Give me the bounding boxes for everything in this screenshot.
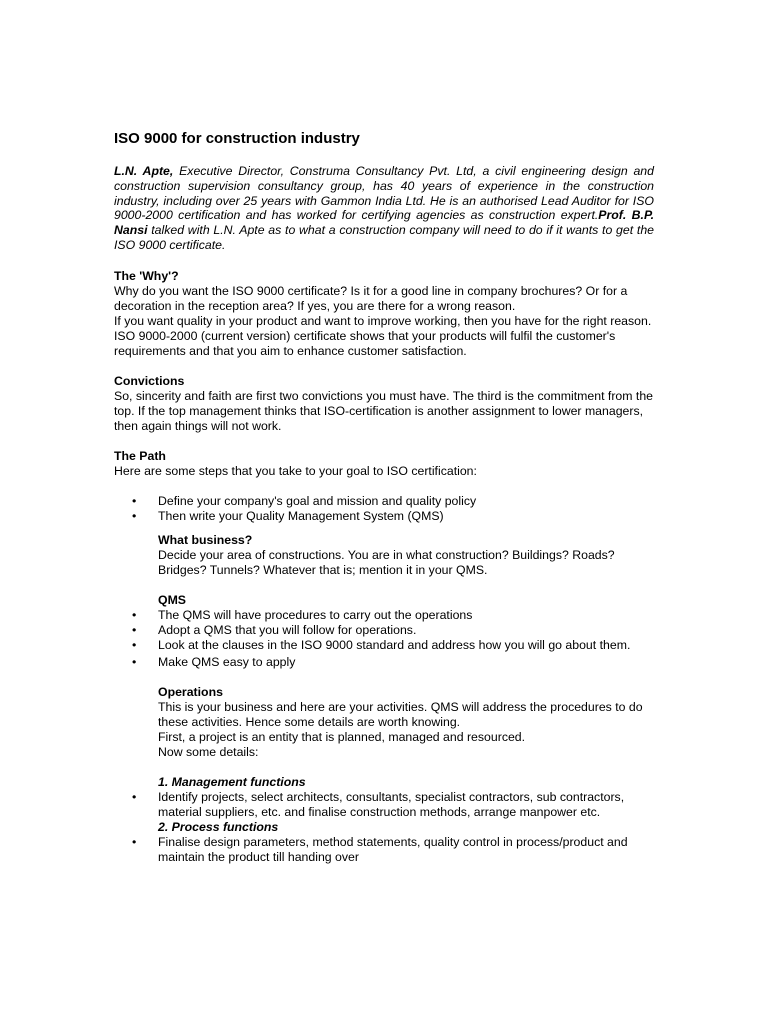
process-list [114,835,654,865]
section-title-convictions: Convictions [114,373,185,388]
business-title: What business? [158,532,253,547]
why-paragraph-1: Why do you want the ISO 9000 certificate? Is it for a good line in company brochures? Or for a decoration in the reception area? If yes, you are there for a wrong reason. [114,283,628,313]
qms-title: QMS [158,592,187,607]
document-page [114,130,654,865]
management-list [114,790,654,820]
section-body-convictions [114,389,654,434]
management-functions-title: 1. Management functions [158,774,306,789]
list-item: • Make QMS easy to apply [114,655,654,670]
operations-paragraph-2: First, a project is an entity that is planned, managed and resourced. [158,729,526,744]
operations-title: Operations [158,684,223,699]
interviewer-name: Prof. B.P. Nansi [114,208,655,238]
intro-text-2: talked with L.N. Apte as to what a construction company will need to do if it wants to get the ISO 9000 certificate. [114,223,654,252]
list-item: • Identify projects, select architects, consultants, specialist contractors, sub contractors, material suppliers, etc. and finalise construction methods, arrange manpower etc. [114,790,654,820]
operations-paragraph-1: This is your business and here are your activities. QMS will address the procedures to do these activities. Hence some details are worth knowing. [158,699,643,729]
author-name: L.N. Apte, [114,164,174,178]
section-body-why [114,284,654,359]
section-title-why: The 'Why'? [114,268,179,283]
operations-paragraph-3: Now some details: [158,744,259,759]
list-item: • Adopt a QMS that you will follow for operations. [114,623,654,638]
qms-list [114,608,654,670]
list-item: • The QMS will have procedures to carry out the operations [114,608,654,623]
document-title: ISO 9000 for construction industry [114,130,360,147]
why-paragraph-2: If you want quality in your product and want to improve working, then you have for the right reason. ISO 9000-2000 (current version) certificate shows that your products will fulfil the customer's requirements and that you aim to enhance customer satisfaction. [114,313,652,358]
path-intro: Here are some steps that you take to your goal to ISO certification: [114,463,477,478]
list-item: • Then write your Quality Management System (QMS) [114,509,654,524]
list-item: • Finalise design parameters, method statements, quality control in process/product and maintain the product till handing over [114,835,654,865]
section-title-path: The Path [114,448,166,463]
process-functions-title: 2. Process functions [158,819,279,834]
intro-paragraph [114,164,654,253]
list-item: • Look at the clauses in the ISO 9000 standard and address how you will go about them. [114,638,654,653]
list-item: • Define your company's goal and mission and quality policy [114,494,654,509]
intro-text-1: Executive Director, Construma Consultancy Pvt. Ltd, a civil engineering design and construction supervision consultancy group, has 40 years of experience in the construction industry, including over 25 years with Gammon India Ltd. He is an authorised Lead Auditor for ISO 9000-2000 certification and has worked for certifying agencies as construction expert. [114,164,654,223]
path-list [114,494,654,524]
convictions-paragraph: So, sincerity and faith are first two convictions you must have. The third is the commitment from the top. If the top management thinks that ISO-certification is another assignment to lower managers, then again things will not work. [114,388,654,433]
business-paragraph: Decide your area of constructions. You are in what construction? Buildings? Roads? Bridges? Tunnels? Whatever that is; mention it in your QMS. [158,547,615,577]
business-block [114,533,654,578]
operations-block [114,685,654,760]
